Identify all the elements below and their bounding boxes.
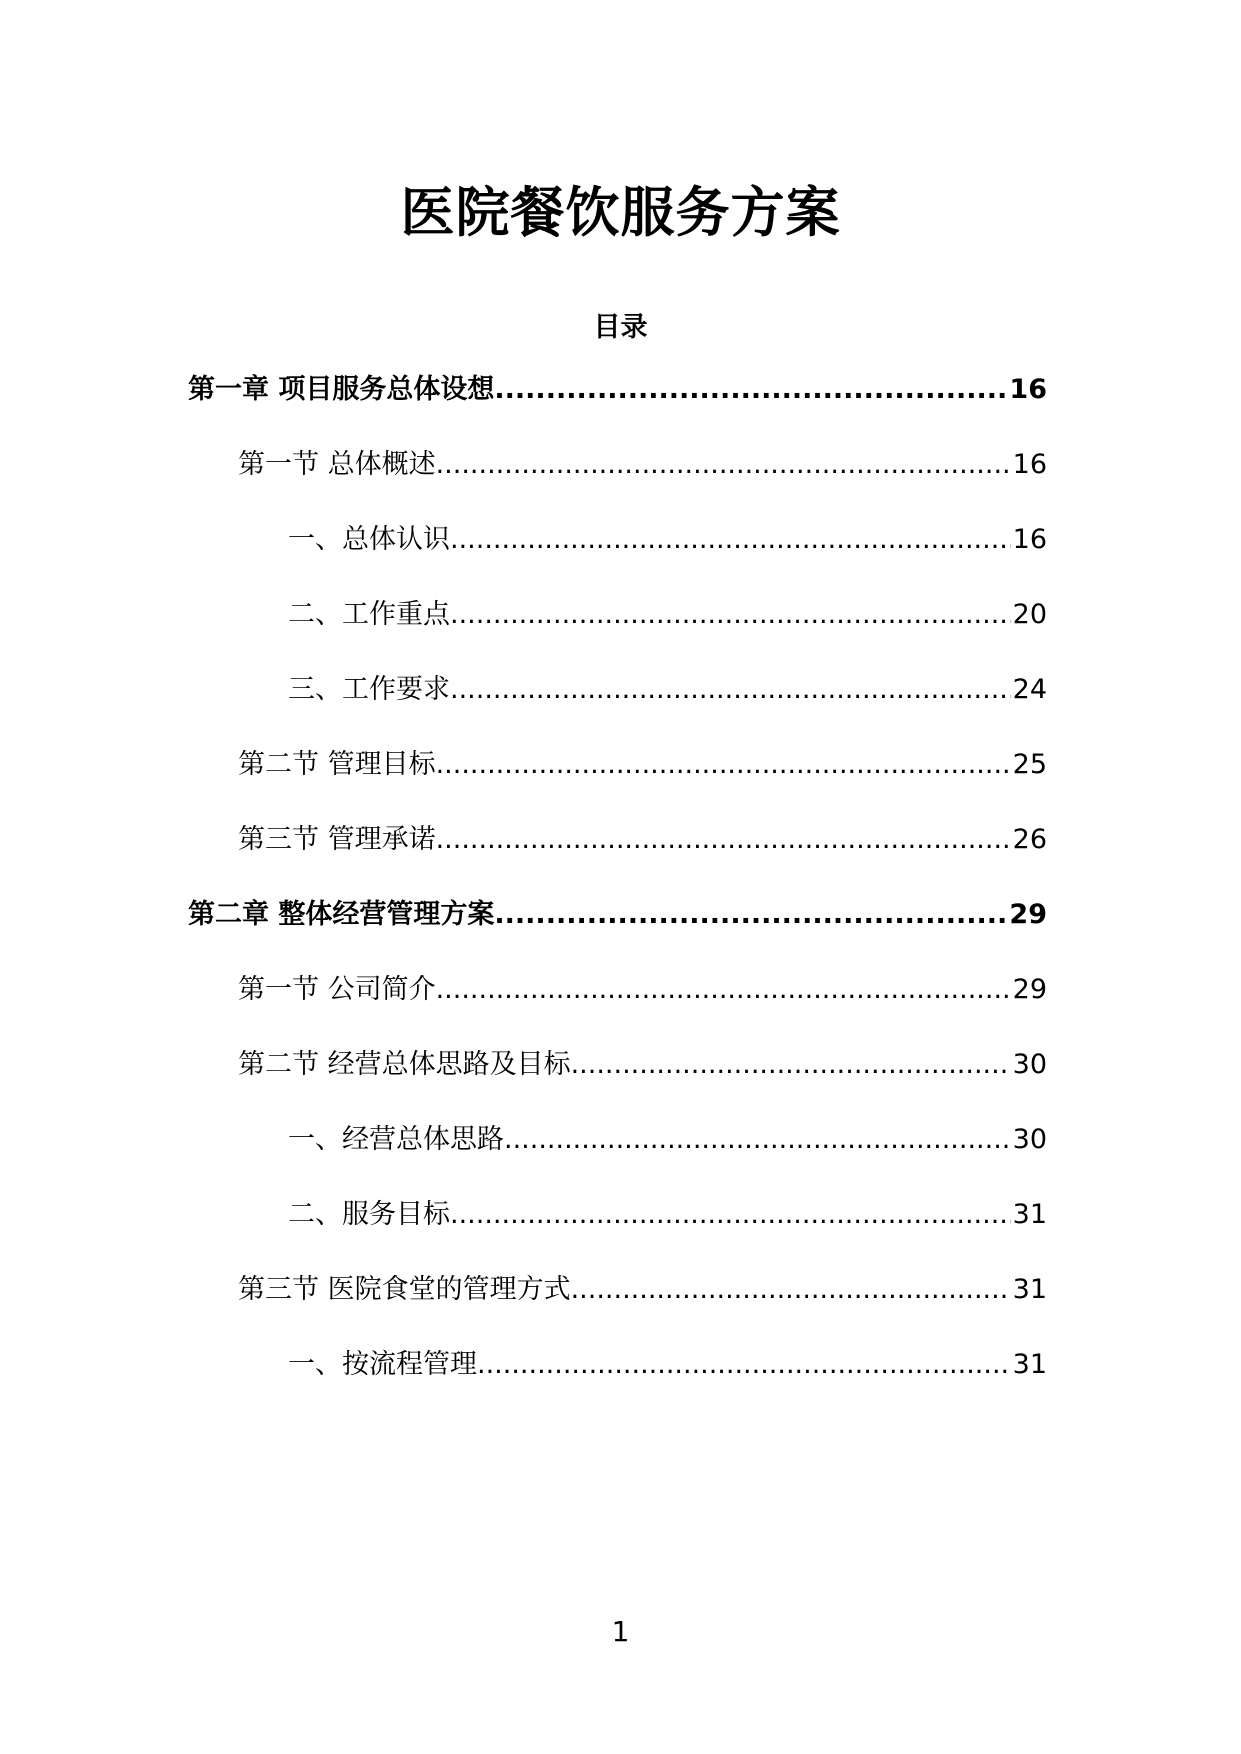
toc-dot-leader: [494, 370, 1007, 410]
toc-entry-page: 24: [1012, 674, 1047, 705]
toc-dot-leader: [571, 1270, 1011, 1310]
toc-entry-label: 第一章 项目服务总体设想: [188, 374, 495, 405]
toc-entry-page: 29: [1012, 974, 1047, 1005]
toc-dot-leader: [477, 1345, 1011, 1385]
toc-entry[interactable]: [238, 970, 1047, 1010]
toc-dot-leader: [571, 1045, 1011, 1085]
toc-entry-page: 16: [1012, 449, 1047, 480]
toc-entry-label: 第二节 经营总体思路及目标: [238, 1049, 571, 1080]
toc-entry[interactable]: [288, 1195, 1047, 1235]
toc-dot-leader: [436, 970, 1011, 1010]
toc-entry-page: 30: [1012, 1049, 1047, 1080]
toc-entry-page: 31: [1012, 1349, 1047, 1380]
toc-dot-leader: [450, 670, 1011, 710]
toc-entry-page: 31: [1012, 1274, 1047, 1305]
page-number: 1: [611, 1615, 630, 1648]
toc-entry-label: 第一节 总体概述: [238, 449, 436, 480]
toc-entry-label: 一、经营总体思路: [288, 1124, 504, 1155]
toc-dot-leader: [450, 595, 1011, 635]
toc-dot-leader: [436, 745, 1011, 785]
toc-entry-label: 一、按流程管理: [288, 1349, 477, 1380]
toc-entry-page: 31: [1012, 1199, 1047, 1230]
toc-entry-label: 第一节 公司简介: [238, 974, 436, 1005]
toc-dot-leader: [450, 520, 1011, 560]
toc-dot-leader: [450, 1195, 1011, 1235]
toc-entry-page: 20: [1012, 599, 1047, 630]
toc-entry[interactable]: [238, 1045, 1047, 1085]
toc-heading: 目录: [593, 312, 648, 343]
toc-dot-leader: [436, 820, 1011, 860]
toc-entry[interactable]: [288, 595, 1047, 635]
toc-entry[interactable]: [288, 520, 1047, 560]
toc-entry-page: 25: [1012, 749, 1047, 780]
toc-entry[interactable]: [188, 370, 1047, 410]
toc-dot-leader: [436, 445, 1011, 485]
toc-entry-label: 第三节 医院食堂的管理方式: [238, 1274, 571, 1305]
toc-entry[interactable]: [188, 895, 1047, 935]
toc-entry-label: 第二节 管理目标: [238, 749, 436, 780]
toc-entry[interactable]: [238, 445, 1047, 485]
toc-entry-page: 26: [1012, 824, 1047, 855]
toc-entry-page: 29: [1009, 899, 1047, 930]
toc-entry[interactable]: [288, 1120, 1047, 1160]
toc-entry-page: 16: [1009, 374, 1047, 405]
toc-entry-page: 16: [1012, 524, 1047, 555]
toc-entry[interactable]: [238, 745, 1047, 785]
document-title: 医院餐饮服务方案: [400, 181, 841, 244]
toc-entry-label: 三、工作要求: [288, 674, 450, 705]
toc-entry-label: 一、总体认识: [288, 524, 450, 555]
toc-entry-label: 第三节 管理承诺: [238, 824, 436, 855]
toc-entry[interactable]: [238, 820, 1047, 860]
toc-dot-leader: [504, 1120, 1011, 1160]
toc-dot-leader: [494, 895, 1007, 935]
toc-entry-label: 二、工作重点: [288, 599, 450, 630]
toc-entry[interactable]: [288, 1345, 1047, 1385]
toc-entry-label: 第二章 整体经营管理方案: [188, 899, 495, 930]
toc-entry[interactable]: [288, 670, 1047, 710]
toc-entry-page: 30: [1012, 1124, 1047, 1155]
toc-entry-label: 二、服务目标: [288, 1199, 450, 1230]
toc-entry[interactable]: [238, 1270, 1047, 1310]
